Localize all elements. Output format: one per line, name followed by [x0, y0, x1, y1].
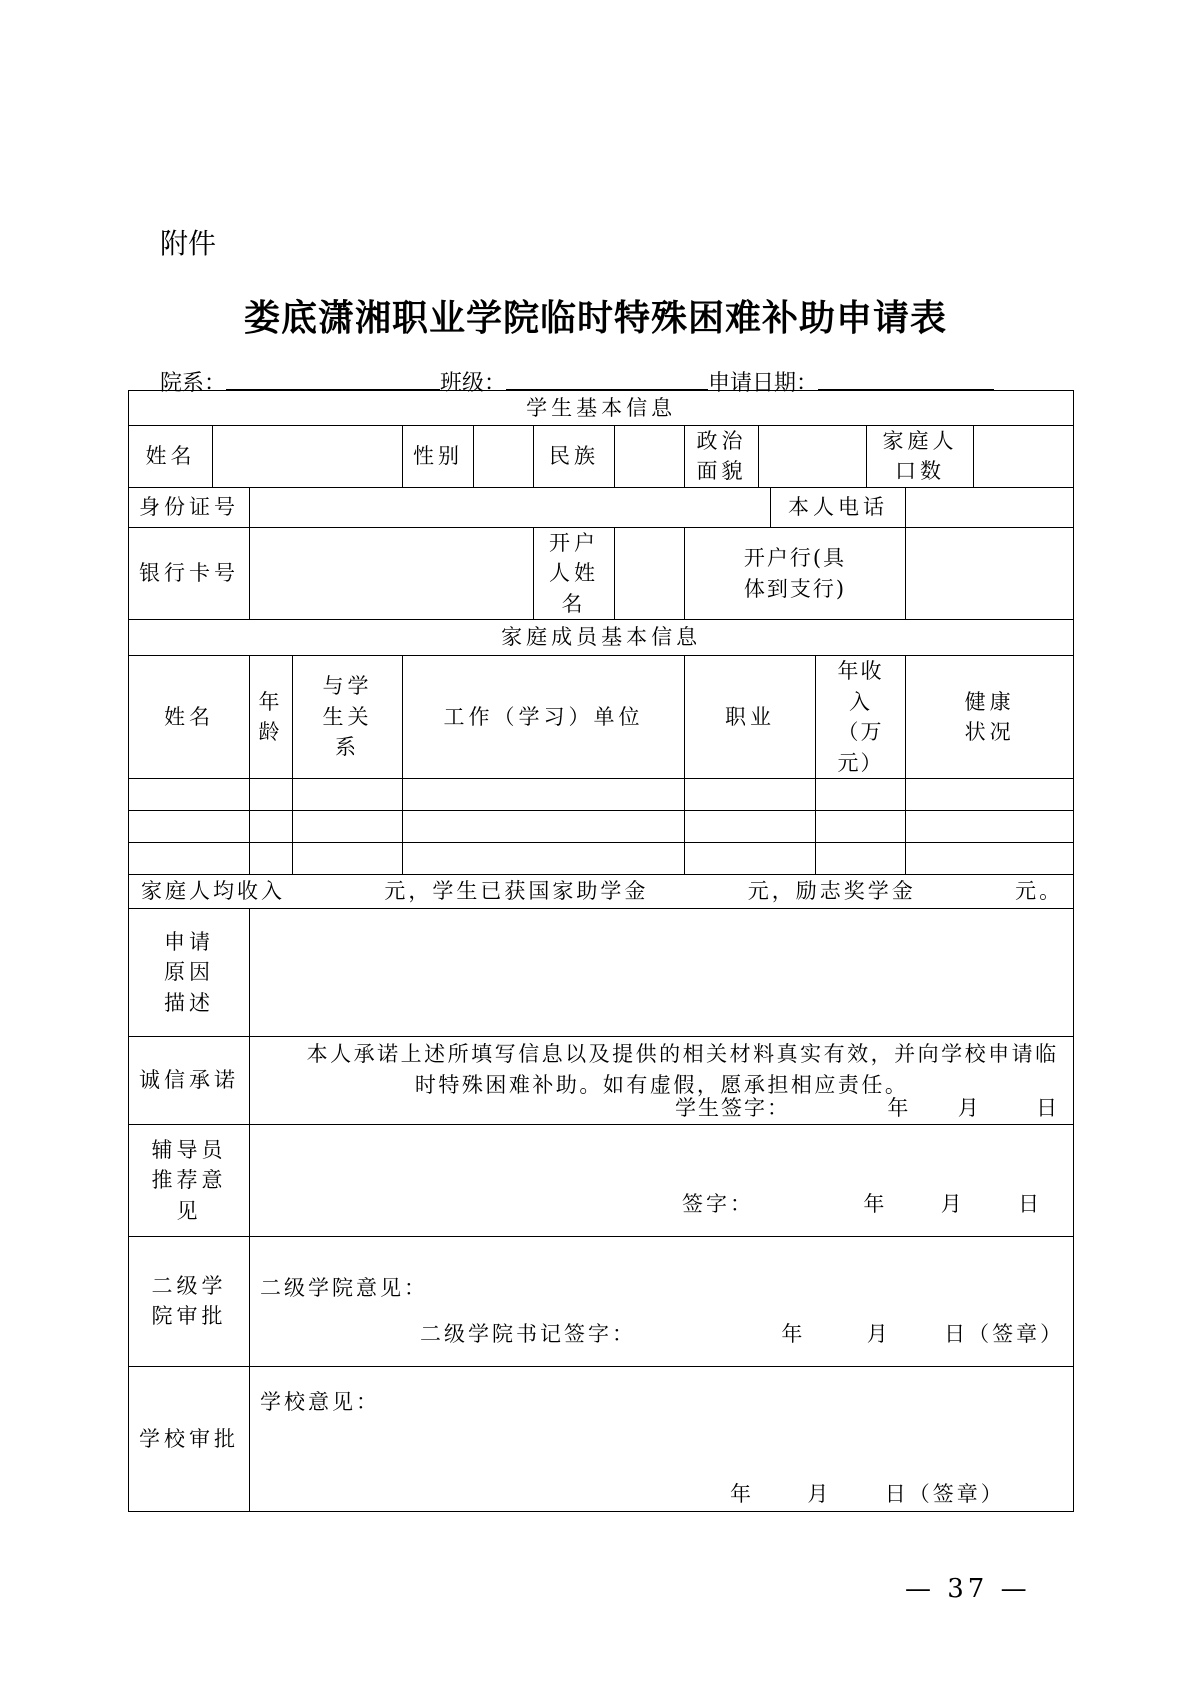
school-date-line	[730, 1479, 1005, 1509]
family-age-cell[interactable]	[250, 842, 293, 874]
month-label: 月	[807, 1482, 832, 1507]
per-capita-income-text: 家庭人均收入	[141, 879, 285, 904]
ethnicity-field[interactable]	[615, 426, 685, 488]
household-field[interactable]	[974, 426, 1074, 488]
month-label: 月	[866, 1322, 891, 1347]
account-holder-label: 开户人姓名	[534, 527, 615, 619]
family-health-cell[interactable]	[906, 842, 1074, 874]
phone-field[interactable]	[906, 487, 1074, 527]
family-income-cell[interactable]	[816, 842, 906, 874]
attachment-label: 附件	[160, 227, 217, 260]
month-label: 月	[940, 1192, 965, 1217]
page-number: — 37 —	[905, 1574, 1031, 1604]
school-approval-cell[interactable]	[250, 1366, 1074, 1511]
family-relation-cell[interactable]	[293, 842, 403, 874]
student-name-field[interactable]	[213, 426, 403, 488]
department-blank[interactable]	[226, 369, 440, 390]
political-label: 政治面貌	[685, 426, 759, 488]
family-workplace-cell[interactable]	[403, 810, 685, 842]
application-form-table	[128, 390, 1074, 1512]
family-col-occupation: 职业	[685, 656, 816, 779]
account-holder-field[interactable]	[615, 527, 685, 619]
family-name-cell[interactable]	[129, 842, 250, 874]
gender-field[interactable]	[474, 426, 534, 488]
family-health-cell[interactable]	[906, 810, 1074, 842]
bank-card-field[interactable]	[250, 527, 534, 619]
counselor-signature-label: 签字：	[682, 1192, 754, 1217]
integrity-signature-line	[675, 1093, 1059, 1123]
integrity-label: 诚信承诺	[129, 1036, 250, 1124]
family-occupation-cell[interactable]	[685, 810, 816, 842]
family-occupation-cell[interactable]	[685, 778, 816, 810]
student-name-label: 姓名	[129, 426, 213, 488]
family-row	[129, 842, 1074, 874]
yuan-end-text: 元。	[1015, 879, 1064, 904]
id-number-label: 身份证号	[129, 487, 250, 527]
bank-card-label: 银行卡号	[129, 527, 250, 619]
family-age-cell[interactable]	[250, 810, 293, 842]
year-label: 年	[730, 1482, 754, 1507]
bank-branch-field[interactable]	[906, 527, 1074, 619]
family-relation-cell[interactable]	[293, 778, 403, 810]
family-health-cell[interactable]	[906, 778, 1074, 810]
class-blank[interactable]	[506, 369, 708, 390]
family-col-relation: 与学生关系	[293, 656, 403, 779]
scholarship-text: 元，励志奖学金	[747, 879, 916, 904]
day-label: 日	[1036, 1096, 1060, 1121]
family-row	[129, 810, 1074, 842]
family-income-cell[interactable]	[816, 778, 906, 810]
state-grant-text: 元，学生已获国家助学金	[384, 879, 649, 904]
school-approval-label: 学校审批	[129, 1366, 250, 1511]
bank-branch-label: 开户行(具体到支行)	[685, 527, 906, 619]
student-signature-label: 学生签字：	[675, 1096, 790, 1121]
reason-label: 申请原因描述	[129, 908, 250, 1036]
department-label: 院系：	[160, 371, 227, 396]
day-seal-label: 日（签章）	[944, 1322, 1065, 1347]
date-label: 申请日期：	[708, 371, 819, 396]
year-label: 年	[781, 1322, 806, 1347]
year-label: 年	[887, 1096, 911, 1121]
family-income-cell[interactable]	[816, 810, 906, 842]
income-summary-row	[129, 874, 1074, 908]
counselor-label: 辅导员推荐意见	[129, 1124, 250, 1236]
family-relation-cell[interactable]	[293, 810, 403, 842]
ethnicity-label: 民族	[534, 426, 615, 488]
family-row	[129, 778, 1074, 810]
reason-field[interactable]	[250, 908, 1074, 1036]
household-label: 家庭人口数	[867, 426, 974, 488]
family-workplace-cell[interactable]	[403, 842, 685, 874]
family-col-income: 年收入（万元）	[816, 656, 906, 779]
college-signature-line	[420, 1319, 1064, 1349]
month-label: 月	[957, 1096, 981, 1121]
school-opinion-label: 学校意见：	[260, 1390, 380, 1415]
family-workplace-cell[interactable]	[403, 778, 685, 810]
day-label: 日	[1018, 1192, 1043, 1217]
college-opinion-label: 二级学院意见：	[260, 1276, 428, 1301]
family-col-workplace: 工作（学习）单位	[403, 656, 685, 779]
day-seal-label: 日（签章）	[884, 1482, 1005, 1507]
integrity-statement: 本人承诺上述所填写信息以及提供的相关材料真实有效，并向学校申请临时特殊困难补助。如有虚假，愿承担相应责任。	[306, 1042, 1059, 1097]
gender-label: 性别	[403, 426, 474, 488]
family-col-name: 姓名	[129, 656, 250, 779]
counselor-cell[interactable]	[250, 1124, 1074, 1236]
family-age-cell[interactable]	[250, 778, 293, 810]
phone-label: 本人电话	[771, 487, 906, 527]
form-title: 娄底潇湘职业学院临时特殊困难补助申请表	[243, 297, 947, 339]
college-signature-label: 二级学院书记签字：	[420, 1322, 636, 1347]
counselor-signature-line	[682, 1189, 1042, 1219]
college-approval-cell[interactable]	[250, 1236, 1074, 1366]
family-col-age: 年龄	[250, 656, 293, 779]
family-name-cell[interactable]	[129, 810, 250, 842]
student-info-heading: 学生基本信息	[129, 391, 1074, 426]
date-blank[interactable]	[818, 369, 994, 390]
family-info-heading: 家庭成员基本信息	[129, 620, 1074, 656]
year-label: 年	[863, 1192, 888, 1217]
id-number-field[interactable]	[250, 487, 771, 527]
college-approval-label: 二级学院审批	[129, 1236, 250, 1366]
family-name-cell[interactable]	[129, 778, 250, 810]
political-field[interactable]	[759, 426, 867, 488]
family-occupation-cell[interactable]	[685, 842, 816, 874]
integrity-cell	[250, 1036, 1074, 1124]
family-col-health: 健康状况	[906, 656, 1074, 779]
class-label: 班级：	[440, 371, 507, 396]
